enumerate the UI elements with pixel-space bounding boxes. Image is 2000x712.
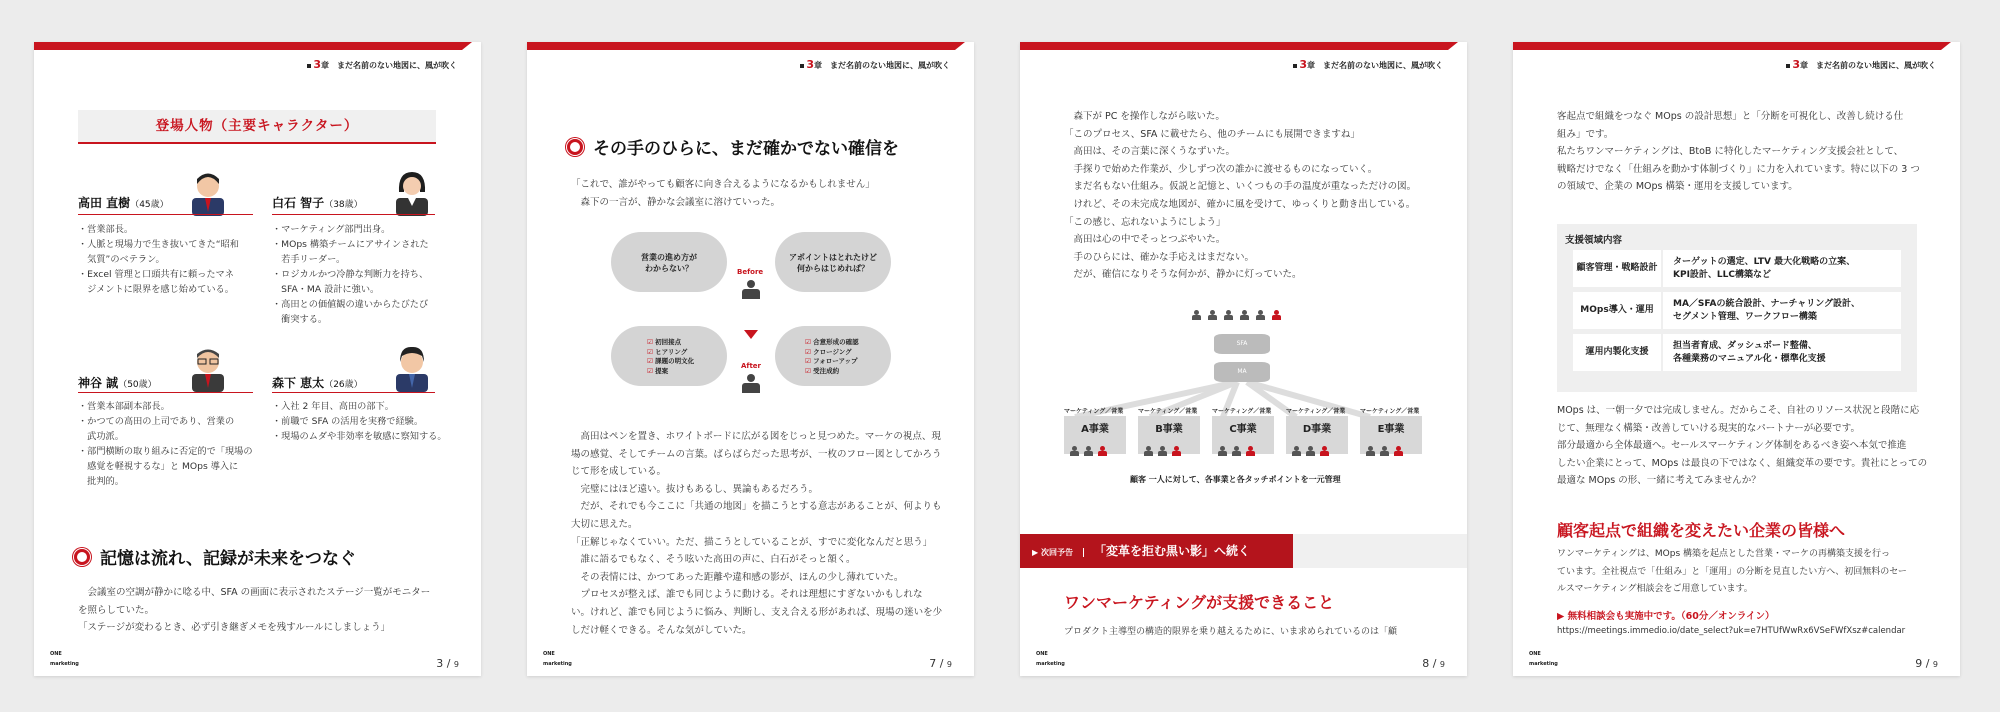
- after-cloud-right: ☑ 合意形成の確認 ☑ クロージング ☑ フォローアップ ☑ 受注成約: [775, 326, 891, 386]
- company-logo: ONE marketing: [543, 651, 572, 667]
- character-name: 白石 智子（38歳）: [272, 196, 363, 210]
- avatar-kamiya: [186, 342, 230, 392]
- cta-text: ワンマーケティングは、MOps 構築を起点とした営業・マーケの再構築支援を行っ ています。全社視点で「仕組み」と「運用」の分断を見直したい方へ、初回無料のセー ルスマーケティング相談会をご用意しています。: [1557, 549, 1907, 595]
- before-cloud-left: 営業の進め方が わからない？: [611, 232, 727, 292]
- company-logo: ONE marketing: [1036, 651, 1065, 667]
- page-3: [34, 42, 481, 676]
- unit-dept-label: マーケティング／営業: [1360, 408, 1420, 415]
- body-text: MOps は、一朝一夕では完成しません。だからこそ、自社のリソース状況と段階に応 じて、無理なく構築・改善していける現実的なパートナーが必要です。 部分最適から全体最適へ。セールスマーケティング体制をあるべき姿へ本気で推進 したい企業にとって、MOps は最良の下ではなく、組織変革の要です。貴社にとっての 最適な MOps の形、一緒に考えてみませんか？: [1557, 405, 1928, 487]
- page-top-bar: [527, 42, 955, 50]
- unit-dept-label: マーケティング／営業: [1286, 408, 1346, 415]
- characters-header: 登場人物（主要キャラクター）: [78, 110, 436, 144]
- page-top-bar: [34, 42, 462, 50]
- page-number: 7 / 9: [929, 657, 952, 670]
- booking-url[interactable]: https://meetings.immedio.io/date_select?uk=e7HTUfWwRx6VSeFWfXsz#calendar: [1557, 626, 1906, 636]
- play-arrow-icon: ▶: [1557, 611, 1565, 622]
- section-heading: 記憶は流れ、記録が未来をつなぐ: [74, 544, 356, 569]
- page-number: 3 / 9: [436, 657, 459, 670]
- after-label: After: [741, 362, 762, 370]
- table-row: 顧客管理・戦略設計 ターゲットの選定、LTV 最大化戦略の立案、 KPI設計、LLC構築など: [1573, 250, 1901, 287]
- person-icon: [741, 280, 761, 300]
- intro-text: 客起点で組織をつなぐ MOps の設計思想」と「分断を可視化し、改善し続ける仕 組み」です。 私たちワンマーケティングは、BtoB に特化したマーケティング支援会社として、 戦略だけでなく「仕組みを動かす体制づくり」に力を入れています。特に以下の 3 つ の領域で、企業の MOps 構築・運用を支援しています。: [1557, 111, 1920, 193]
- business-unit-c: C事業: [1212, 416, 1274, 454]
- next-episode-banner: ▶ 次回予告 「変革を拒む黒い影」へ続く: [1020, 534, 1467, 568]
- business-unit-b: B事業: [1138, 416, 1200, 454]
- business-unit-e: E事業: [1360, 416, 1422, 454]
- avatar-takada: [186, 166, 230, 216]
- table-row: MOps導入・運用 MA／SFAの統合設計、ナーチャリング設計、 セグメント管理、ワークフロー構築: [1573, 292, 1901, 329]
- character-bullets: ・入社 2 年目、高田の部下。 ・前職で SFA の活用を実務で経験。 ・現場のムダや非効率を敏感に察知する。: [272, 401, 447, 442]
- before-cloud-right: アポイントはとれたけど 何からはじめれば？: [775, 232, 891, 292]
- table-row: 運用内製化支援 担当者育成、ダッシュボード整備、 各種業務のマニュアル化・標準化支援: [1573, 334, 1901, 371]
- page-9: [1513, 42, 1960, 676]
- consultation-link[interactable]: ▶ 無料相談会も実施中です。（60分／オンライン）: [1557, 611, 1775, 622]
- chapter-header: 3章 まだ名前のない地図に、風が吹く: [307, 58, 457, 71]
- chapter-header: 3章 まだ名前のない地図に、風が吹く: [1786, 58, 1936, 71]
- chapter-header: 3章 まだ名前のない地図に、風が吹く: [1293, 58, 1443, 71]
- character-bullets: ・マーケティング部門出身。 ・MOps 構築チームにアサインされた 若手リーダー。 ・ロジカルかつ冷静な判断力を持ち、 SFA・MA 設計に強い。 ・高田との価値観の違いからたびたび 衝突する。: [272, 224, 429, 325]
- page-top-bar: [1513, 42, 1941, 50]
- business-unit-a: A事業: [1064, 416, 1126, 454]
- cta-heading: 顧客起点で組織を変えたい企業の皆様へ: [1557, 521, 1846, 540]
- character-name: 神谷 誠（50歳）: [78, 376, 157, 390]
- unit-dept-label: マーケティング／営業: [1138, 408, 1198, 415]
- support-areas-table: [1557, 224, 1917, 392]
- body-text: 森下が PC を操作しながら呟いた。 「このプロセス、SFA に載せたら、他のチームにも展開できますね」 高田は、その言葉に深くうなずいた。 手探りで始めた作業が、少しずつ次の誰かに渡せるものになっていく。 まだ名もない仕組み。仮説と記憶と、いくつもの手の温度が重なっただけの図。 けれど、その未完成な地図が、確かに風を受けて、ゆっくりと動き出している。 「この感じ、忘れないようにしよう」 高田は心の中でそっとつぶやいた。 手のひらには、確かな手応えはまだない。 だが、確信になりそうな何かが、静かに灯っていた。: [1064, 111, 1417, 281]
- page-number: 8 / 9: [1422, 657, 1445, 670]
- avatar-shiraishi: [390, 166, 434, 216]
- intro-text: 「これで、誰がやっても顧客に向き合えるようになるかもしれません」 森下の一言が、静かな会議室に溶けていった。: [571, 179, 875, 208]
- arrow-down-icon: [744, 330, 758, 339]
- support-table-title: 支援領域内容: [1565, 235, 1623, 246]
- name-underline: [78, 392, 253, 393]
- sfa-database-icon: SFA: [1214, 334, 1270, 354]
- after-cloud-left: ☑ 初回接点 ☑ ヒアリング ☑ 課題の明文化 ☑ 提案: [611, 326, 727, 386]
- person-icon: [741, 374, 761, 394]
- business-unit-d: D事業: [1286, 416, 1348, 454]
- name-underline: [272, 392, 435, 393]
- gear-icon: [567, 139, 583, 155]
- body-text: 高田はペンを置き、ホワイトボードに広がる図をじっと見つめた。マーケの視点、現 場の感覚、そしてチームの言葉。ばらばらだった思考が、一枚のフロー図としてかろう じて形を成している。 完璧にはほど遠い。抜けもあるし、異論もあるだろう。 だが、それでも今ここに「共通の地図」を描こうとする意志があることが、何よりも 大切に思えた。 「正解じゃなくていい。ただ、描こうとしていることが、すでに変化なんだと思う」 誰に語るでもなく、そう呟いた高田の声に、白石がそっと頷く。 その表情には、かつてあった距離や違和感の影が、ほんの少し薄れていた。 プロセスが整えば、誰でも同じように動ける。それは理想にすぎないかもしれな い。けれど、誰でも同じように悩み、判断し、支え合える形があれば、現場の迷いを少 しだけ軽くできる。そんな気がしていた。: [571, 431, 943, 636]
- company-logo: ONE marketing: [1529, 651, 1558, 667]
- diagram-caption: 顧客 一人に対して、各事業と各タッチポイントを一元管理: [1130, 475, 1341, 484]
- play-arrow-icon: ▶: [1032, 548, 1039, 557]
- page-7: [527, 42, 974, 676]
- gear-icon: [74, 549, 90, 565]
- company-logo: ONE marketing: [50, 651, 79, 667]
- unit-dept-label: マーケティング／営業: [1212, 408, 1272, 415]
- chapter-header: 3章 まだ名前のない地図に、風が吹く: [800, 58, 950, 71]
- body-text: プロダクト主導型の構造的限界を乗り越えるために、いま求められているのは「顧: [1064, 627, 1398, 637]
- character-name: 森下 恵太（26歳）: [272, 376, 363, 390]
- name-underline: [78, 214, 253, 215]
- character-name: 高田 直樹（45歳）: [78, 196, 169, 210]
- body-text: 会議室の空調が静かに唸る中、SFA の画面に表示されたステージ一覧がモニター を照らしていた。 「ステージが変わるとき、必ず引き継ぎメモを残すルールにしましょう」: [78, 587, 431, 634]
- unit-dept-label: マーケティング／営業: [1064, 408, 1124, 415]
- character-bullets: ・営業本部副本部長。 ・かつての高田の上司であり、営業の 武功派。 ・部門横断の取り組みに否定的で「現場の 感覚を軽視するな」と MOps 導入に 批判的。: [78, 401, 253, 487]
- character-bullets: ・営業部長。 ・人脈と現場力で生き抜いてきた“昭和 気質”のベテラン。 ・Excel 管理と口頭共有に頼ったマネ ジメントに限界を感じ始めている。: [78, 224, 239, 295]
- page-number: 9 / 9: [1915, 657, 1938, 670]
- name-underline: [272, 214, 435, 215]
- ma-database-icon: MA: [1214, 362, 1270, 382]
- page-8: [1020, 42, 1467, 676]
- before-label: Before: [737, 268, 764, 276]
- section-heading: その手のひらに、まだ確かでない確信を: [567, 134, 899, 159]
- support-heading: ワンマーケティングが支援できること: [1064, 593, 1335, 612]
- avatar-morishita: [390, 342, 434, 392]
